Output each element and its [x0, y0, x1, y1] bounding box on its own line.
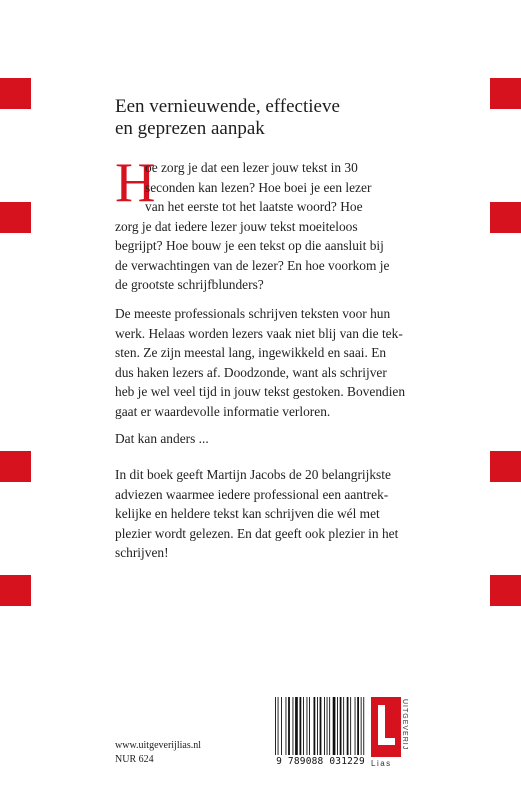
paragraph-line: schrijven!: [115, 545, 169, 560]
paragraph-line: Dat kan anders ...: [115, 431, 209, 446]
heading-line: en geprezen aanpak: [115, 118, 265, 139]
barcode-bar: [281, 697, 282, 755]
intro-paragraph: [115, 158, 389, 295]
barcode-bar: [355, 697, 356, 755]
paragraph-line: plezier wordt gelezen. En dat geeft ook plezier in het: [115, 525, 399, 541]
paragraph-line: werk. Helaas worden lezers vaak niet blij van die tek-: [115, 325, 403, 341]
barcode-bar: [350, 697, 351, 755]
decor-square-right-2: [490, 202, 521, 233]
paragraph-line: gaat er waardevolle informatie verloren.: [115, 403, 331, 419]
barcode-bar: [327, 697, 328, 755]
barcode-bar: [278, 697, 279, 755]
paragraph-line: oe zorg je dat een lezer jouw tekst in 30: [145, 160, 358, 175]
barcode-bar: [329, 697, 330, 755]
barcode-bar: [286, 697, 287, 755]
body-paragraph-2: [115, 304, 405, 421]
barcode-bar: [357, 697, 359, 755]
decor-square-right-4: [490, 575, 521, 606]
barcode-bar: [288, 697, 290, 755]
barcode-bars: [273, 697, 368, 755]
barcode-bar: [303, 697, 304, 755]
paragraph-line: heb je wel veel tijd in jouw tekst gestoken. Bovendien: [115, 384, 406, 399]
decor-square-left-3: [0, 451, 31, 482]
barcode-bar: [300, 697, 302, 755]
barcode-bar: [317, 697, 318, 755]
isbn-barcode: [273, 697, 368, 769]
paragraph-line: de grootste schrijfblunders?: [115, 277, 264, 292]
barcode-number: 9 789088 031229: [276, 756, 365, 767]
barcode-bar: [320, 697, 322, 755]
paragraph-line: begrijpt? Hoe bouw je een tekst op die aansluit bij: [115, 238, 384, 253]
barcode-bar: [361, 697, 362, 755]
publisher-name: Lias: [371, 759, 392, 768]
publisher-side-text: UITGEVERIJ: [401, 699, 408, 751]
paragraph-line: van het eerste tot het laatste woord? Hoe: [145, 199, 363, 214]
publisher-url: www.uitgeverijlias.nl: [115, 740, 202, 751]
drop-cap: H: [115, 152, 156, 214]
decor-square-left-1: [0, 78, 31, 109]
nur-code: NUR 624: [115, 754, 154, 765]
barcode-bar: [337, 697, 338, 755]
paragraph-line: dus haken lezers af. Doodzonde, want als schrijver: [115, 364, 387, 380]
paragraph-line: In dit boek geeft Martijn Jacobs de 20 belangrijkste: [115, 467, 391, 482]
decor-square-right-3: [490, 451, 521, 482]
paragraph-line: sten. Ze zijn meestal lang, ingewikkeld en saai. En: [115, 345, 387, 360]
body-paragraph-3: [115, 429, 209, 449]
barcode-bar: [275, 697, 276, 755]
barcode-bar: [324, 697, 325, 755]
paragraph-line: De meeste professionals schrijven teksten voor hun: [115, 306, 391, 321]
barcode-bar: [309, 697, 310, 755]
lias-logo-icon: [371, 697, 401, 757]
paragraph-line: zorg je dat iedere lezer jouw tekst moeiteloos: [115, 218, 358, 234]
paragraph-line: kelijke en heldere tekst kan schrijven die wél met: [115, 506, 380, 521]
paragraph-line: adviezen waarmee iedere professional een aantrek-: [115, 486, 389, 502]
barcode-bar: [295, 697, 298, 755]
decor-square-left-2: [0, 202, 31, 233]
barcode-bar: [363, 697, 364, 755]
decor-square-right-1: [490, 78, 521, 109]
decor-square-left-4: [0, 575, 31, 606]
back-cover-heading: [115, 96, 415, 140]
barcode-bar: [333, 697, 336, 755]
heading-line: Een vernieuwende, effectieve: [115, 96, 340, 117]
body-paragraph-4: [115, 465, 398, 563]
barcode-bar: [293, 697, 294, 755]
footer-info: [115, 739, 201, 767]
barcode-bar: [347, 697, 349, 755]
barcode-bar: [314, 697, 316, 755]
publisher-logo: [371, 697, 413, 769]
barcode-bar: [340, 697, 342, 755]
paragraph-line: seconden kan lezen? Hoe boei je een lezer: [145, 179, 372, 195]
barcode-bar: [343, 697, 344, 755]
paragraph-line: de verwachtingen van de lezer? En hoe voorkom je: [115, 257, 390, 273]
barcode-bar: [307, 697, 308, 755]
